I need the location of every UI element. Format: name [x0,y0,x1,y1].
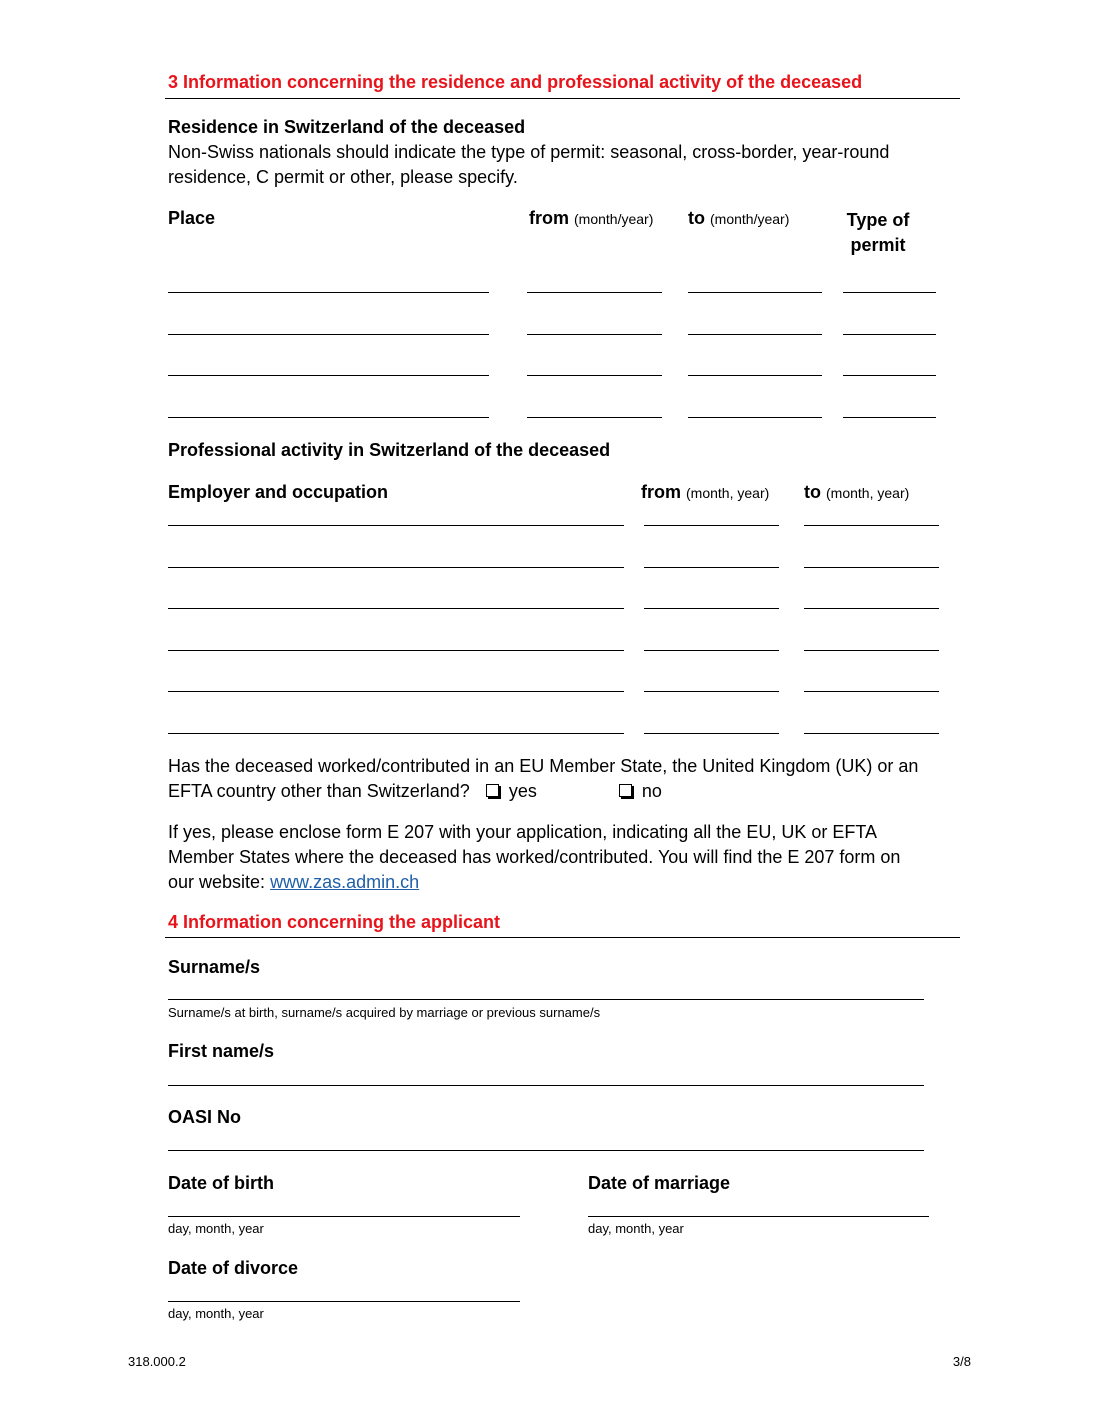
activity-employer-field[interactable] [168,691,624,692]
col-activity-to-header [804,482,909,503]
residence-permit-field[interactable] [843,334,936,335]
activity-from-field[interactable] [644,733,779,734]
col-employer-header: Employer and occupation [168,482,389,502]
col-activity-to-hint: (month, year) [826,485,910,501]
residence-place-field[interactable] [168,375,489,376]
oasi-label: OASI No [168,1107,242,1127]
firstname-field[interactable] [168,1085,924,1086]
section-4-title: 4 Information concerning the applicant [168,912,501,932]
col-place-header: Place [168,208,216,228]
dob-hint: day, month, year [168,1221,264,1236]
activity-to-field[interactable] [804,691,939,692]
col-to-hint: (month/year) [710,211,790,227]
page-number: 3/8 [952,1354,971,1369]
col-from-header [529,208,653,229]
dod-field[interactable] [168,1301,520,1302]
residence-from-field[interactable] [527,417,662,418]
website-prefix: our website: [168,872,271,892]
yes-checkbox[interactable] [486,784,499,797]
residence-intro-line-1: Non-Swiss nationals should indicate the type of permit: seasonal, cross-border, year-round [168,142,890,162]
dom-hint: day, month, year [588,1221,684,1236]
residence-place-field[interactable] [168,334,489,335]
dod-label: Date of divorce [168,1258,299,1278]
col-permit-label-2: permit [850,235,906,255]
activity-employer-field[interactable] [168,567,624,568]
residence-permit-field[interactable] [843,417,936,418]
activity-employer-field[interactable] [168,608,624,609]
residence-to-field[interactable] [688,334,822,335]
col-activity-to-label: to [804,482,821,502]
activity-to-field[interactable] [804,650,939,651]
activity-to-field[interactable] [804,567,939,568]
col-activity-from-label: from [641,482,681,502]
oasi-field[interactable] [168,1150,924,1151]
activity-employer-field[interactable] [168,733,624,734]
activity-to-field[interactable] [804,733,939,734]
activity-to-field[interactable] [804,608,939,609]
activity-to-field[interactable] [804,525,939,526]
dob-label: Date of birth [168,1173,274,1193]
eu-question-line-2: EFTA country other than Switzerland? [168,781,470,801]
enclose-paragraph [168,820,900,895]
residence-to-field[interactable] [688,417,822,418]
surname-hint: Surname/s at birth, surname/s acquired by marriage or previous surname/s [168,1005,601,1020]
residence-permit-field[interactable] [843,292,936,293]
form-number: 318.000.2 [128,1354,186,1369]
no-checkbox[interactable] [619,784,632,797]
section-3-divider [165,98,960,99]
eu-question [168,754,918,804]
residence-permit-field[interactable] [843,375,936,376]
residence-intro [168,140,889,190]
section-3-title: 3 Information concerning the residence and professional activity of the deceased [168,72,863,92]
dom-label: Date of marriage [588,1173,731,1193]
yes-label: yes [508,781,537,801]
website-link[interactable]: www.zas.admin.ch [270,872,420,892]
activity-heading: Professional activity in Switzerland of the deceased [168,440,611,460]
residence-place-field[interactable] [168,417,489,418]
eu-question-line-1: Has the deceased worked/contributed in an EU Member State, the United Kingdom (UK) or an [168,756,919,776]
surname-label: Surname/s [168,957,261,977]
activity-employer-field[interactable] [168,650,624,651]
activity-from-field[interactable] [644,525,779,526]
col-from-hint: (month/year) [574,211,654,227]
dod-hint: day, month, year [168,1306,264,1321]
residence-from-field[interactable] [527,292,662,293]
enclose-line-1: If yes, please enclose form E 207 with your application, indicating all the EU, UK or EFTA [168,822,878,842]
enclose-line-3 [168,870,900,895]
col-from-label: from [529,208,569,228]
residence-to-field[interactable] [688,375,822,376]
col-to-label: to [688,208,705,228]
dom-field[interactable] [588,1216,929,1217]
dob-field[interactable] [168,1216,520,1217]
no-label: no [641,781,662,801]
activity-employer-field[interactable] [168,525,624,526]
surname-field[interactable] [168,999,924,1000]
residence-place-field[interactable] [168,292,489,293]
col-permit-label-1: Type of [846,210,910,230]
enclose-line-2: Member States where the deceased has worked/contributed. You will find the E 207 form on [168,847,901,867]
col-to-header [688,208,789,229]
eu-question-line-2-row [168,779,918,804]
col-activity-from-header [641,482,769,503]
activity-from-field[interactable] [644,650,779,651]
residence-from-field[interactable] [527,334,662,335]
residence-intro-line-2: residence, C permit or other, please specify. [168,167,518,187]
activity-from-field[interactable] [644,608,779,609]
col-activity-from-hint: (month, year) [686,485,770,501]
col-permit-header [843,208,913,258]
activity-from-field[interactable] [644,691,779,692]
residence-to-field[interactable] [688,292,822,293]
firstname-label: First name/s [168,1041,275,1061]
residence-from-field[interactable] [527,375,662,376]
activity-from-field[interactable] [644,567,779,568]
section-4-divider [165,937,960,938]
residence-heading: Residence in Switzerland of the deceased [168,117,526,137]
